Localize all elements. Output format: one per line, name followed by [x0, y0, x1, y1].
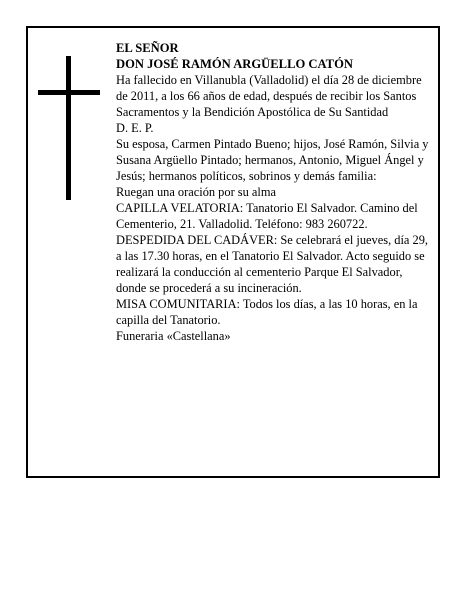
wake-chapel-info: CAPILLA VELATORIA: Tanatorio El Salvador. Camino del Cementerio, 21. Valladolid. Teléfono: 983 260722. [116, 201, 418, 231]
funeral-home: Funeraria «Castellana» [116, 329, 231, 343]
cross-vertical-bar [66, 56, 71, 200]
mass-info: MISA COMUNITARIA: Todos los días, a las 10 horas, en la capilla del Tanatorio. [116, 297, 418, 327]
cross-horizontal-bar [38, 90, 100, 95]
prayer-request: Ruegan una oración por su alma [116, 185, 276, 199]
death-announcement: Ha fallecido en Villanubla (Valladolid) el día 28 de diciembre de 2011, a los 66 años de edad, después de recibir los Santos Sacramentos y la Bendición Apostólica de Su Santidad [116, 73, 422, 119]
deceased-name: DON JOSÉ RAMÓN ARGÜELLO CATÓN [116, 57, 353, 71]
farewell-info: DESPEDIDA DEL CADÁVER: Se celebrará el jueves, día 29, a las 17.30 horas, en el Tanatorio El Salvador. Acto seguido se realizará la conducción al cementerio Parque El Salvador, donde se procederá a su incineración. [116, 233, 428, 295]
title-honorific: EL SEÑOR [116, 41, 179, 55]
rip-line: D. E. P. [116, 121, 154, 135]
obituary-notice [26, 26, 440, 478]
cross-icon [38, 56, 100, 200]
obituary-text [116, 40, 432, 344]
family-line: Su esposa, Carmen Pintado Bueno; hijos, José Ramón, Silvia y Susana Argüello Pintado; hermanos, Antonio, Miguel Ángel y Jesús; hermanos políticos, sobrinos y demás familia: [116, 137, 429, 183]
